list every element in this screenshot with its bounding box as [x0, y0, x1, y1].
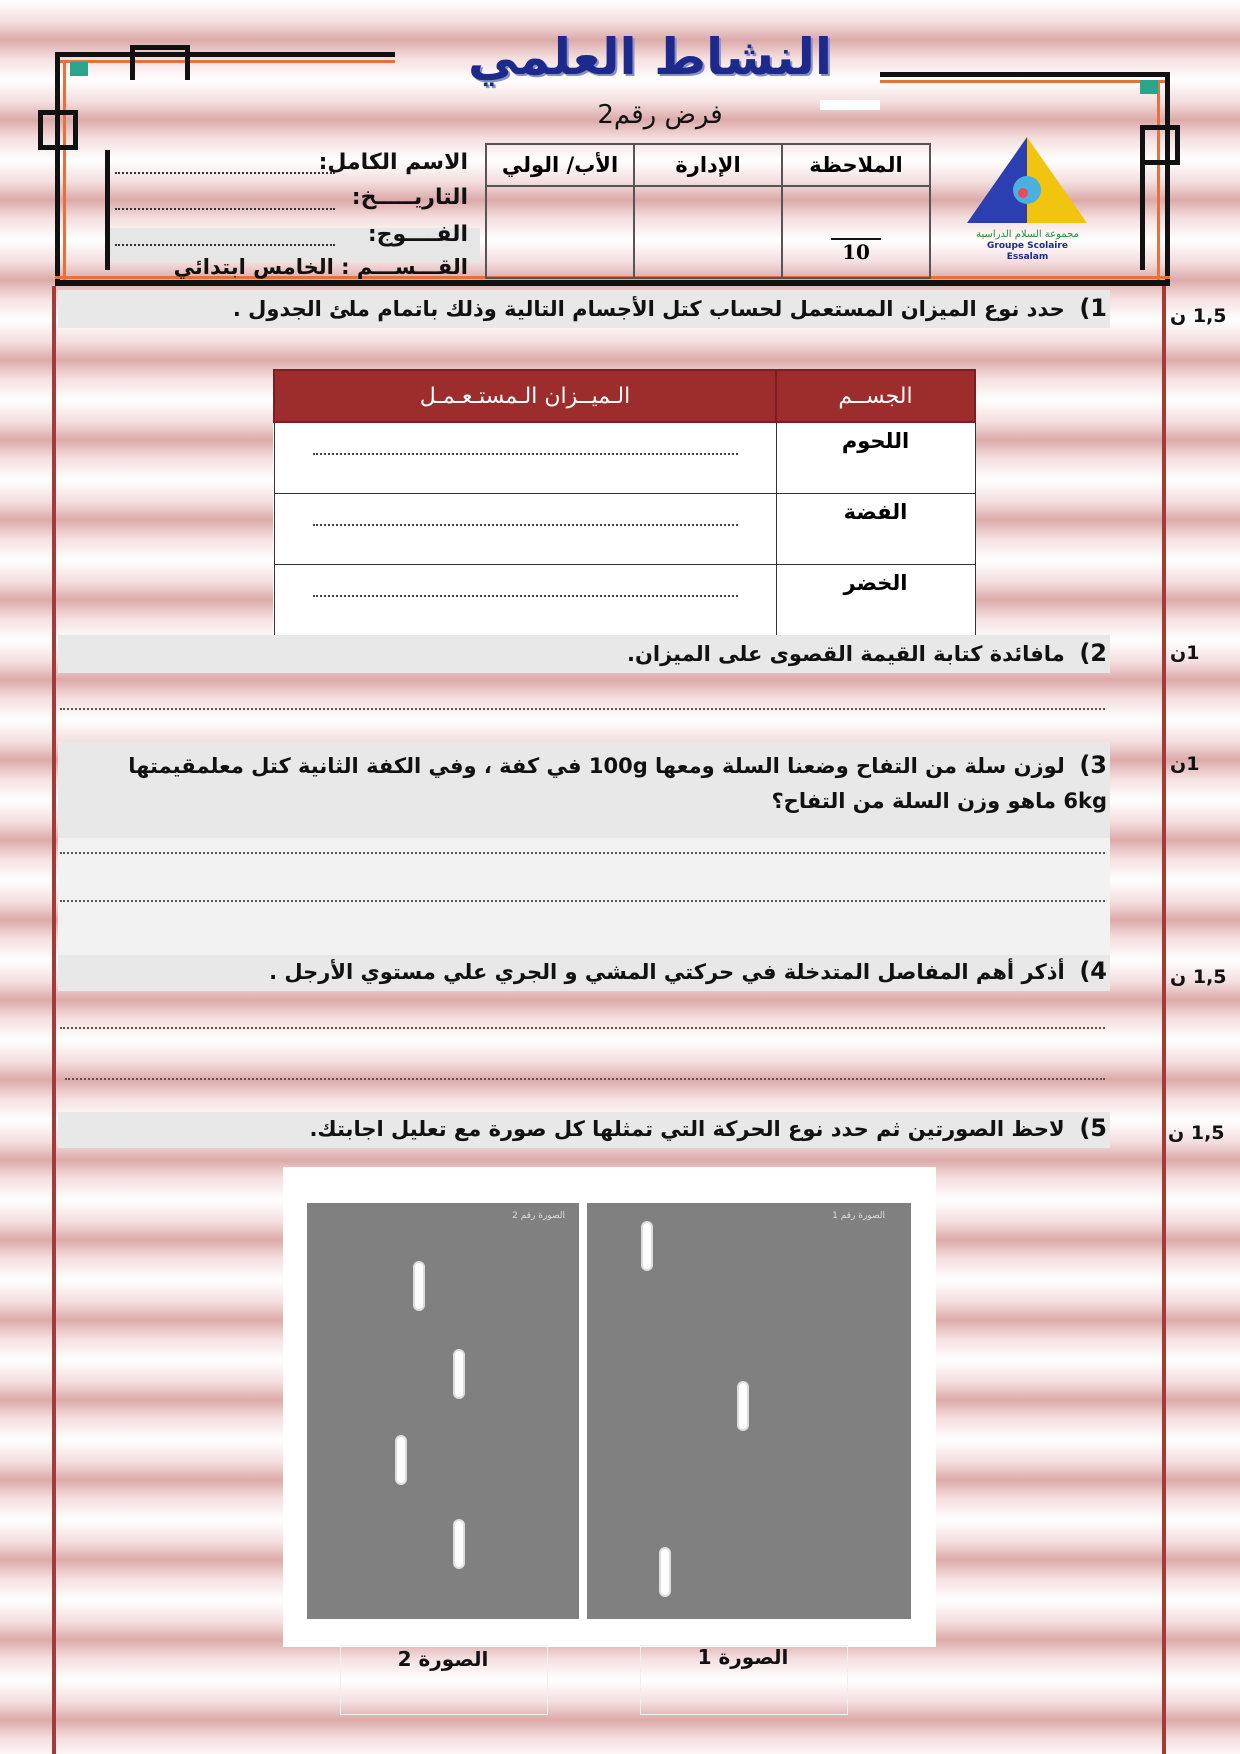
frame-right-orange — [1157, 80, 1160, 280]
question-4-mark: 1,5 ن — [1170, 966, 1227, 988]
frame-top-right-orange — [880, 80, 1170, 83]
admin-header: الإدارة — [634, 144, 782, 186]
school-logo — [965, 135, 1090, 262]
scale-answer-3[interactable] — [274, 565, 776, 639]
name-label: الاسم الكامل: — [318, 150, 468, 175]
caption-image-1: الصورة 1 — [697, 1645, 789, 1669]
score-cell[interactable] — [782, 186, 930, 278]
question-5-text: 5) لاحظ الصورتين ثم حدد نوع الحركة التي تمثلها كل صورة مع تعليل اجابتك. — [309, 1114, 1107, 1142]
group-label: الفــــوج: — [367, 222, 468, 247]
frame-knot-right — [1140, 125, 1180, 165]
grade-table — [485, 143, 931, 279]
question-4-answer-line-2[interactable] — [65, 1078, 1105, 1080]
question-5-number: 5) — [1079, 1114, 1107, 1142]
remark-header: الملاحظة — [782, 144, 930, 186]
question-1-text: 1) حدد نوع الميزان المستعمل لحساب كتل الأجسام التالية وذلك باتمام ملئ الجدول . — [232, 294, 1107, 322]
scale-answer-2[interactable] — [274, 494, 776, 565]
question-3-answer-area — [58, 838, 1110, 958]
footprint-icon — [395, 1435, 407, 1485]
frame-corner-square-left — [70, 62, 88, 76]
logo-arabic-name: مجموعة السلام الدراسية — [976, 229, 1079, 240]
body-row-3: الخضر — [776, 565, 975, 639]
question-1-number: 1) — [1079, 294, 1107, 322]
image-panel-1-label: الصورة رقم 1 — [832, 1211, 885, 1221]
frame-bottom-line — [55, 280, 1170, 286]
frame-corner-square-right — [1140, 80, 1158, 94]
date-field[interactable] — [115, 208, 335, 210]
logo-triangle-icon — [965, 135, 1090, 225]
frame-left-orange — [63, 60, 66, 280]
question-2-text: 2) مافائدة كتابة القيمة القصوى على الميزان. — [626, 639, 1107, 667]
group-field[interactable] — [115, 244, 335, 246]
page-title: النشاط العلمي — [468, 28, 832, 86]
date-label: التاريـــــخ: — [351, 185, 468, 210]
footprint-icon — [737, 1381, 749, 1431]
question-1-mark: 1,5 ن — [1170, 305, 1227, 327]
footprint-icon — [453, 1519, 465, 1569]
body-column-header: الجســم — [776, 370, 975, 422]
logo-latin-name: Groupe Scolaire Essalam — [987, 241, 1068, 262]
frame-knot-top — [130, 45, 190, 80]
image-panel-2-label: الصورة رقم 2 — [512, 1211, 565, 1221]
question-4-answer-line-1[interactable] — [60, 1027, 1105, 1029]
question-4-number: 4) — [1079, 957, 1107, 985]
frame-knot-left — [38, 110, 78, 150]
body-row-1: اللحوم — [776, 422, 975, 494]
footprint-icon — [453, 1349, 465, 1399]
exam-subtitle: فرض رقم2 — [597, 100, 723, 130]
admin-signature-cell[interactable] — [634, 186, 782, 278]
frame-top-left-line — [55, 52, 395, 57]
question-3-mark: 1ن — [1170, 753, 1200, 775]
question-4-text: 4) أذكر أهم المفاصل المتدخلة في حركتي المشي و الجري علي مستوي الأرجل . — [269, 957, 1107, 985]
bodies-table — [273, 369, 976, 639]
frame-top-left-orange — [55, 60, 395, 63]
question-3-number: 3) — [1079, 751, 1107, 779]
frame-left-line — [55, 52, 60, 282]
question-5-mark: 1,5 ن — [1168, 1122, 1225, 1144]
question-3-answer-line-1[interactable] — [60, 852, 1105, 854]
frame-inner-right — [1110, 150, 1145, 270]
footprint-icon — [641, 1221, 653, 1271]
left-margin-line — [52, 286, 56, 1754]
caption-image-2: الصورة 2 — [397, 1647, 489, 1671]
footprints-figure — [283, 1167, 936, 1647]
right-margin-line — [1162, 286, 1166, 1754]
image-panel-1 — [587, 1203, 911, 1619]
footprint-icon — [659, 1547, 671, 1597]
panel-divider — [581, 1203, 585, 1619]
frame-gap — [820, 100, 880, 110]
frame-right-line — [1165, 72, 1170, 282]
image-panel-2 — [307, 1203, 579, 1619]
question-2-number: 2) — [1079, 639, 1107, 667]
question-2-answer-line[interactable] — [60, 708, 1105, 710]
question-3-text: 3) لوزن سلة من التفاح وضعنا السلة ومعها 100g في كفة ، وفي الكفة الثانية كتل معلمقيمتها 6kg ماهو وزن السلة من التفاح؟ — [128, 751, 1107, 813]
body-row-2: الفضة — [776, 494, 975, 565]
class-label: القـــســـم : الخامس ابتدائي — [173, 255, 468, 279]
question-3-answer-line-2[interactable] — [60, 900, 1105, 902]
question-2-mark: 1ن — [1170, 642, 1200, 664]
scale-column-header: الـميــزان الـمستـعـمـل — [274, 370, 776, 422]
score-total: 10 — [831, 238, 881, 264]
frame-top-right-line — [880, 72, 1170, 77]
footprint-icon — [413, 1261, 425, 1311]
parent-signature-cell[interactable] — [486, 186, 634, 278]
name-field[interactable] — [115, 172, 335, 174]
scale-answer-1[interactable] — [274, 422, 776, 494]
parent-header: الأب/ الولي — [486, 144, 634, 186]
